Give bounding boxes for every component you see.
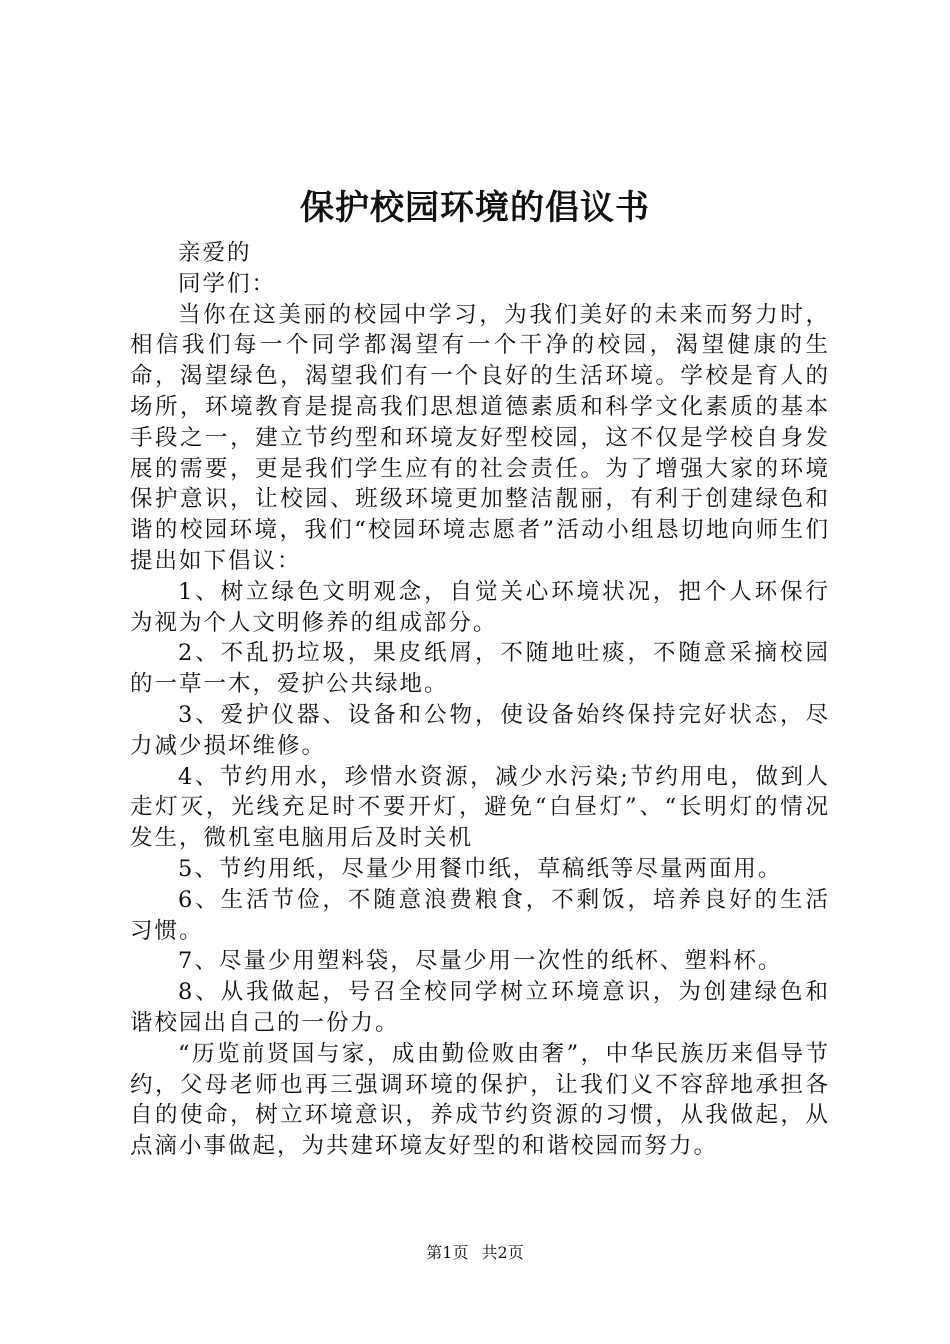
document-title: 保护校园环境的倡议书 — [300, 188, 650, 228]
closing-paragraph: “历览前贤国与家，成由勤俭败由奢”，中华民族历来倡导节约，父母老师也再三强调环境的保护，让我们义不容辞地承担各自的使命，树立环境意识，养成节约资源的习惯，从我做起，从点滴小事做起，为共建环境友好型的和谐校园而努力。 — [130, 1040, 830, 1160]
page-number-current: 第1页 — [426, 1243, 469, 1262]
intro-paragraph: 当你在这美丽的校园中学习，为我们美好的未来而努力时，相信我们每一个同学都渴望有一个干净的校园，渴望健康的生命，渴望绿色，渴望我们有一个良好的生活环境。学校是育人的场所，环境教育是提高我们思想道德素质和科学文化素质的基本手段之一，建立节约型和环境友好型校园，这不仅是学校自身发展的需要，更是我们学生应有的社会责任。为了增强大家的环境保护意识，让校园、班级环境更加整洁靓丽，有利于创建绿色和谐的校园环境，我们“校园环境志愿者”活动小组恳切地向师生们提出如下倡议： — [130, 301, 830, 574]
page-footer — [0, 1242, 950, 1264]
proposal-item-1: 1、树立绿色文明观念，自觉关心环境状况，把个人环保行为视为个人文明修养的组成部分。 — [130, 578, 830, 636]
proposal-item-5: 5、节约用纸，尽量少用餐巾纸，草稿纸等尽量两面用。 — [178, 855, 783, 882]
proposal-item-3: 3、爱护仪器、设备和公物，使设备始终保持完好状态，尽力减少损坏维修。 — [130, 701, 830, 759]
proposal-item-2: 2、不乱扔垃圾，果皮纸屑，不随地吐痰，不随意采摘校园的一草一木，爱护公共绿地。 — [130, 640, 830, 698]
salutation-line-2: 同学们： — [178, 270, 277, 297]
proposal-item-4: 4、节约用水，珍惜水资源，减少水污染;节约用电，做到人走灯灭，光线充足时不要开灯，避免“白昼灯”、“长明灯的情况发生，微机室电脑用后及时关机 — [130, 763, 830, 852]
proposal-item-8: 8、从我做起，号召全校同学树立环境意识，为创建绿色和谐校园出自己的一份力。 — [130, 979, 830, 1036]
proposal-item-7: 7、尽量少用塑料袋，尽量少用一次性的纸杯、塑料杯。 — [178, 948, 783, 975]
document-body — [130, 238, 830, 1162]
proposal-item-6: 6、生活节俭，不随意浪费粮食，不剩饭，培养良好的生活习惯。 — [130, 886, 830, 944]
salutation-line-1: 亲爱的 — [178, 240, 252, 266]
page-number-total: 共2页 — [481, 1243, 524, 1262]
